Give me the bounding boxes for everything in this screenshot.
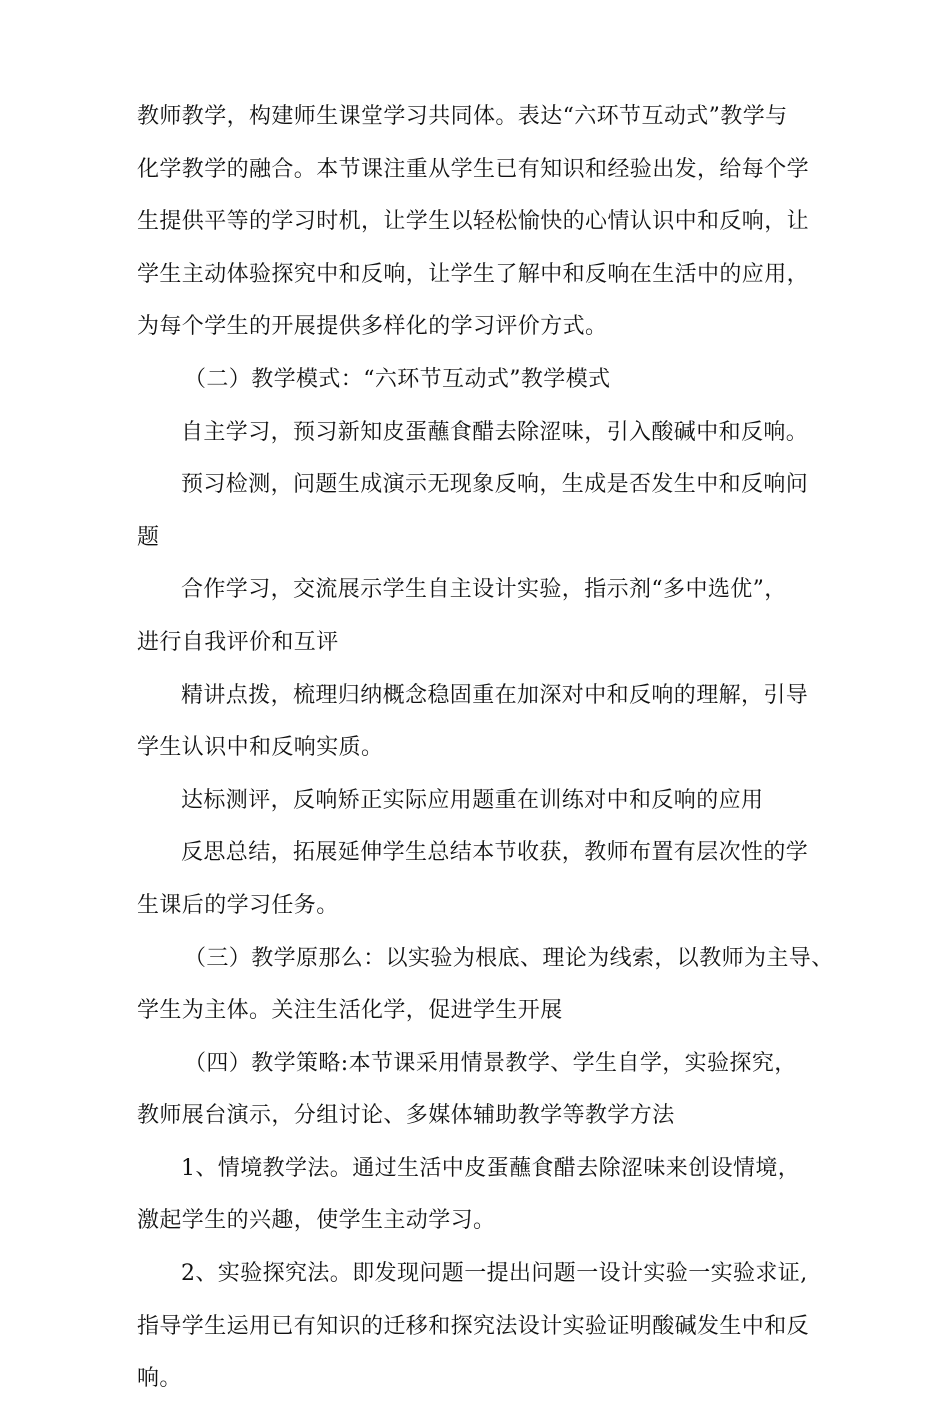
text-line-3: 生提供平等的学习时机，让学生以轻松愉快的心情认识中和反响，让 [137,209,810,235]
text-line-12: 精讲点拨，梳理归纳概念稳固重在加深对中和反响的理解，引导 [181,682,809,708]
text-line-14: 达标测评，反响矫正实际应用题重在训练对中和反响的应用 [181,787,764,813]
text-line-15: 反思总结，拓展延伸学生总结本节收获，教师布置有层次性的学 [181,840,809,866]
text-line-1: 教师教学，构建师生课堂学习共同体。表达“六环节互动式”教学与 [137,104,788,129]
text-line-22: 激起学生的兴趣，使学生主动学习。 [137,1208,496,1234]
text-line-13: 学生认识中和反响实质。 [137,735,384,761]
section-heading-teaching-mode: （二）教学模式：“六环节互动式”教学模式 [184,366,611,392]
text-line-21: 1、情境教学法。通过生活中皮蛋蘸食醋去除涩味来创设情境， [181,1155,801,1181]
text-line-8: 预习检测，问题生成演示无现象反响，生成是否发生中和反响问 [181,472,809,498]
text-line-24: 指导学生运用已有知识的迁移和探究法设计实验证明酸碱发生中和反 [137,1313,810,1339]
text-line-9: 题 [137,524,160,550]
text-line-2: 化学教学的融合。本节课注重从学生已有知识和经验出发，给每个学 [137,156,810,182]
text-line-25: 响。 [137,1366,182,1392]
section-heading-teaching-principle: （三）教学原那么：以实验为根底、理论为线索，以教师为主导、 [184,945,834,971]
text-line-20: 教师展台演示，分组讨论、多媒体辅助教学等教学方法 [137,1103,675,1129]
text-line-11: 进行自我评价和互评 [137,629,339,655]
text-line-18: 学生为主体。关注生活化学，促进学生开展 [137,998,563,1024]
text-line-4: 学生主动体验探究中和反响，让学生了解中和反响在生活中的应用， [137,261,810,287]
text-line-7: 自主学习，预习新知皮蛋蘸食醋去除涩味，引入酸碱中和反响。 [181,419,809,445]
text-line-23: 2、实验探究法。即发现问题一提出问题一设计实验一实验求证, [181,1261,808,1287]
section-heading-teaching-strategy: （四）教学策略:本节课采用情景教学、学生自学，实验探究， [184,1050,797,1076]
document-body [137,102,834,1417]
text-line-10: 合作学习，交流展示学生自主设计实验，指示剂“多中选优”， [181,577,787,603]
text-line-5: 为每个学生的开展提供多样化的学习评价方式。 [137,314,608,340]
text-line-16: 生课后的学习任务。 [137,892,339,918]
